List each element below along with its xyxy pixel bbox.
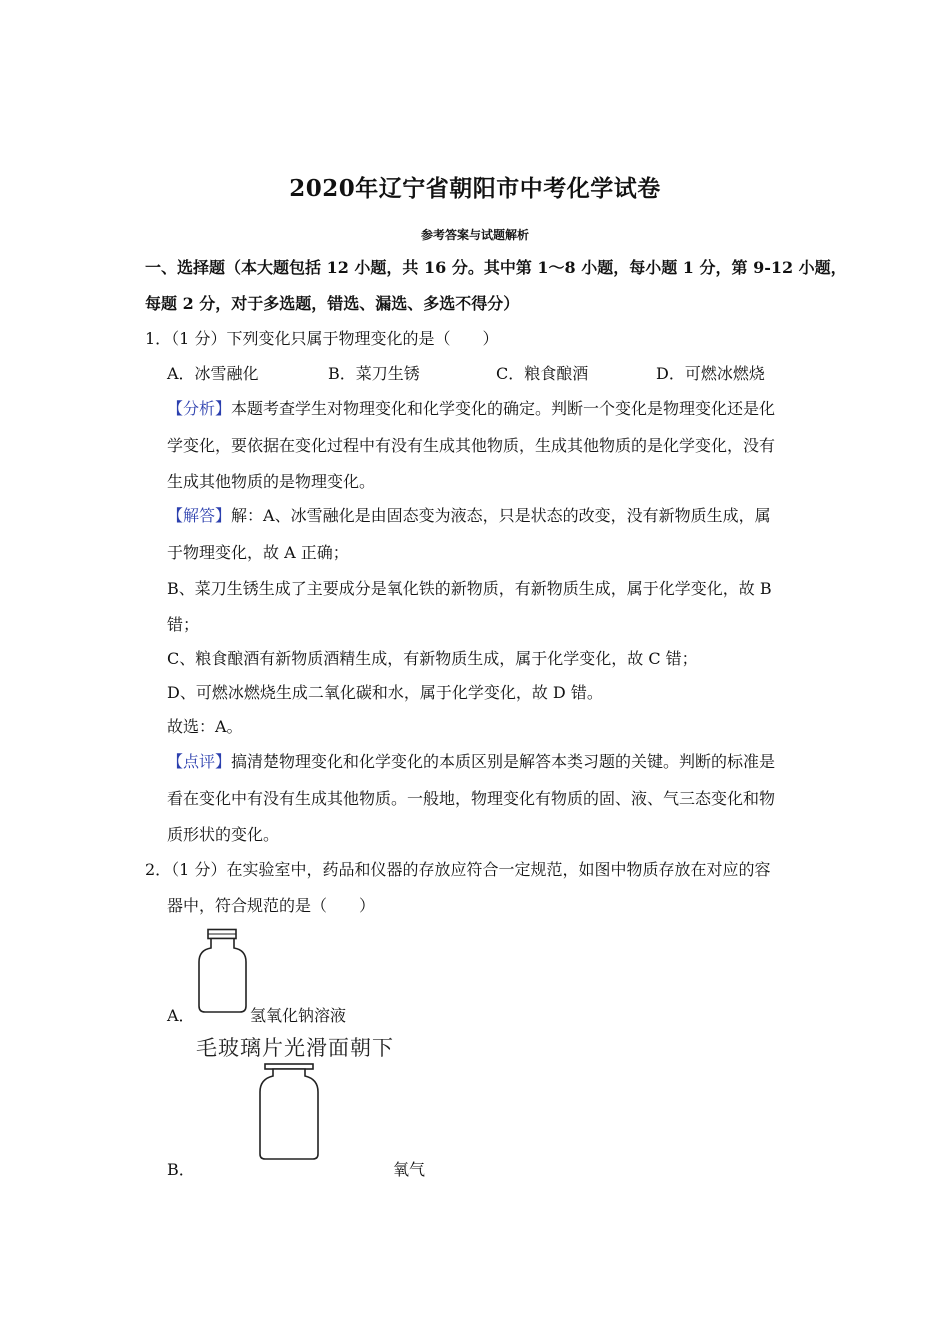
q2-stem-line: 器中，符合规范的是（ ） xyxy=(167,896,376,915)
q1-analysis: 【分析】本题考查学生对物理变化和化学变化的确定。判断一个变化是物理变化还是化 xyxy=(167,399,776,418)
q1-analysis-line: 学变化，要依据在变化过程中有没有生成其他物质，生成其他物质的是化学变化，没有 xyxy=(167,436,776,455)
q1-comment-line: 质形状的变化。 xyxy=(167,825,280,844)
q1-option-d: D．可燃冰燃烧 xyxy=(656,364,765,383)
gas-bottle-b-icon xyxy=(255,1062,325,1162)
q2-option-b-text: 氧气 xyxy=(393,1160,426,1179)
q2-stem: 2．（1 分）在实验室中，药品和仪器的存放应符合一定规范，如图中物质存放在对应的容 xyxy=(145,860,771,879)
q1-answer-line: D、可燃冰燃烧生成二氧化碳和水，属于化学变化，故 D 错。 xyxy=(167,683,603,702)
reagent-bottle-a-icon xyxy=(195,928,250,1014)
page-subtitle: 参考答案与试题解析 xyxy=(420,228,529,242)
q1-comment-line: 看在变化中有没有生成其他物质。一般地，物理变化有物质的固、液、气三态变化和物 xyxy=(167,789,776,808)
q1-option-a: A．冰雪融化 xyxy=(167,364,259,383)
comment-tag: 【点评】 xyxy=(167,752,232,771)
answer-tag: 【解答】 xyxy=(167,506,232,525)
q1-answer-choice: 故选：A。 xyxy=(167,717,243,736)
section-heading-cont: 每题 2 分，对于多选题，错选、漏选、多选不得分） xyxy=(145,294,520,313)
q2-option-b-label: B． xyxy=(167,1160,195,1179)
q1-answer-line: 错； xyxy=(167,615,200,634)
q1-answer-line: B、菜刀生锈生成了主要成分是氧化铁的新物质，有新物质生成，属于化学变化，故 B xyxy=(167,579,772,598)
analysis-tag: 【分析】 xyxy=(167,399,232,418)
q1-answer-line: C、粮食酿酒有新物质酒精生成，有新物质生成，属于化学变化，故 C 错； xyxy=(167,649,698,668)
q2-option-a-label: A． xyxy=(167,1006,195,1025)
page-title: 2020年辽宁省朝阳市中考化学试卷 xyxy=(289,175,661,202)
q1-option-b: B．菜刀生锈 xyxy=(328,364,420,383)
section-heading: 一、选择题（本大题包括 12 小题，共 16 分。其中第 1～8 小题，每小题 1 分，第 9-12 小题， xyxy=(145,258,847,277)
q1-answer: 【解答】解：A、冰雪融化是由固态变为液态，只是状态的改变，没有新物质生成，属 xyxy=(167,506,771,525)
q2-option-a-text: 氢氧化钠溶液 xyxy=(250,1006,347,1025)
q1-answer-line: 于物理变化，故 A 正确； xyxy=(167,543,349,562)
q1-analysis-line: 生成其他物质的是物理变化。 xyxy=(167,472,376,491)
q1-stem: 1．（1 分）下列变化只属于物理变化的是（ ） xyxy=(145,329,499,348)
q1-option-c: C．粮食酿酒 xyxy=(496,364,589,383)
q1-comment: 【点评】搞清楚物理变化和化学变化的本质区别是解答本类习题的关键。判断的标准是 xyxy=(167,752,776,771)
q2-figure-b-caption: 毛玻璃片光滑面朝下 xyxy=(196,1036,394,1060)
